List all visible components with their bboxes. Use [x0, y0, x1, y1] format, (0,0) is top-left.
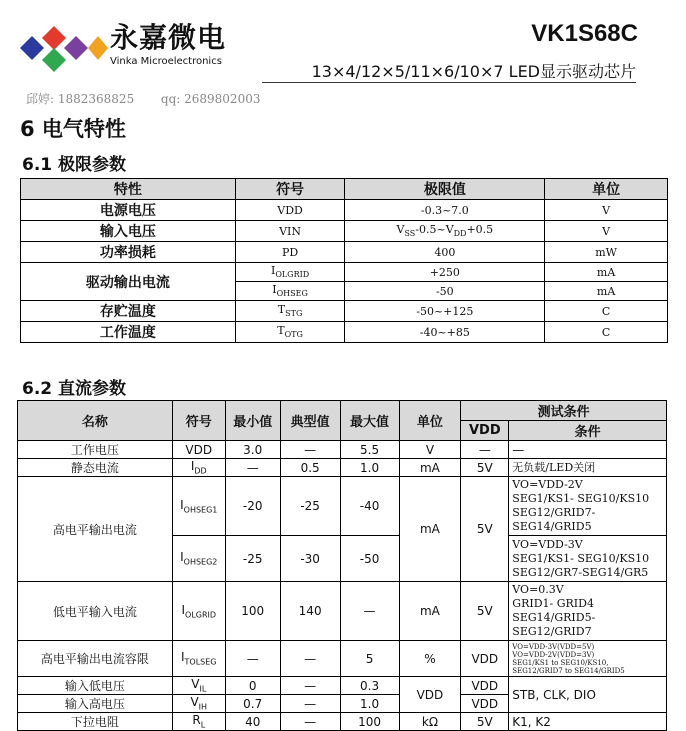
table-row: 输入低电压 $V_{IL}$ 0 — 0.3 VDD VDD STB, CLK, DIO — [18, 677, 667, 695]
logo-diamond-red — [42, 26, 66, 50]
table-row: 输入电压 VIN $V_{SS}-0.5\sim V_{DD}+0.5$ V — [21, 221, 668, 242]
table-row: 电源电压 VDD -0.3~7.0 V — [21, 200, 668, 221]
table-header-row: 名称 符号 最小值 典型值 最大值 单位 测试条件 — [18, 401, 667, 421]
table-row: 高电平输出电流 $I_{OHSEG1}$ -20 -25 -40 mA 5V VO=VDD-2V SEG1/KS1- SEG10/KS10 SEG12/GRID7-SEG14/GRID5 — [18, 477, 667, 536]
table-row: 静态电流 $I_{DD}$ — 0.5 1.0 mA 5V 无负载/LED关闭 — [18, 459, 667, 477]
logo-diamond-green — [42, 48, 66, 72]
section-6-1-title: 6.1 极限参数 — [22, 155, 127, 175]
vin-limit: $V_{SS}-0.5\sim V_{DD}+0.5$ — [345, 221, 545, 242]
table-row: 低电平输入电流 $I_{OLGRID}$ 100 140 — mA 5V VO=0.3V GRID1- GRID4 SEG14/GRID5-SEG12/GRID7 — [18, 582, 667, 641]
header-characteristic: 特性 — [21, 179, 236, 200]
logo-diamond-orange — [88, 36, 108, 60]
header-rule — [262, 82, 636, 83]
logo-diamond-purple — [64, 36, 88, 60]
table-row: 高电平输出电流容限 $I_{TOLSEG}$ — — 5 % VDD VO=VDD-3V(VDD=5V) VO=VDD-2V(VDD=3V) SEG1/KS1 to SEG10/KS10, SEG12/GRID7 to SEG14/GRID5 — [18, 641, 667, 677]
brand-en: Vinka Microelectronics — [110, 56, 222, 67]
section-6-2-title: 6.2 直流参数 — [22, 379, 127, 399]
subtitle: 13×4/12×5/11×6/10×7 LED显示驱动芯片 — [311, 62, 636, 81]
brand-cn: 永嘉微电 — [110, 21, 227, 54]
table-row: 工作电压 VDD 3.0 — 5.5 V — — — [18, 441, 667, 459]
table-header-row — [21, 179, 668, 200]
table-row: $I_{OHSEG}$ -50 mA — [21, 282, 668, 301]
table-row: 输入高电压 $V_{IH}$ 0.7 — 1.0 VDD — [18, 695, 667, 713]
table-row: 功率损耗 PD 400 mW — [21, 242, 668, 263]
model-number: VK1S68C — [531, 20, 638, 47]
contact-line: 邱婷: 1882368825 qq: 2689802003 — [26, 92, 261, 106]
section-6-title: 6 电气特性 — [20, 117, 126, 141]
table-row: $I_{OHSEG2}$ -25 -30 -50 VO=VDD-3V SEG1/KS1- SEG10/KS10 SEG12/GR7-SEG14/GR5 — [18, 536, 667, 582]
header-unit: 单位 — [545, 179, 668, 200]
table-row: 工作温度 $T_{OTG}$ -40~+85 C — [21, 322, 668, 343]
table-row: 存贮温度 $T_{STG}$ -50~+125 C — [21, 301, 668, 322]
header-symbol: 符号 — [235, 179, 345, 200]
logo-diamond-blue — [20, 36, 44, 60]
absolute-max-table — [20, 178, 668, 343]
vinka-logo — [20, 22, 110, 74]
table-header-row: VDD 条件 — [18, 421, 667, 441]
table-row: 驱动输出电流 $I_{OLGRID}$ +250 mA — [21, 263, 668, 282]
brand — [110, 22, 226, 68]
dc-parameters-table — [17, 400, 667, 731]
table-row: 下拉电阻 $R_L$ 40 — 100 kΩ 5V K1, K2 — [18, 713, 667, 731]
header-limit: 极限值 — [345, 179, 545, 200]
